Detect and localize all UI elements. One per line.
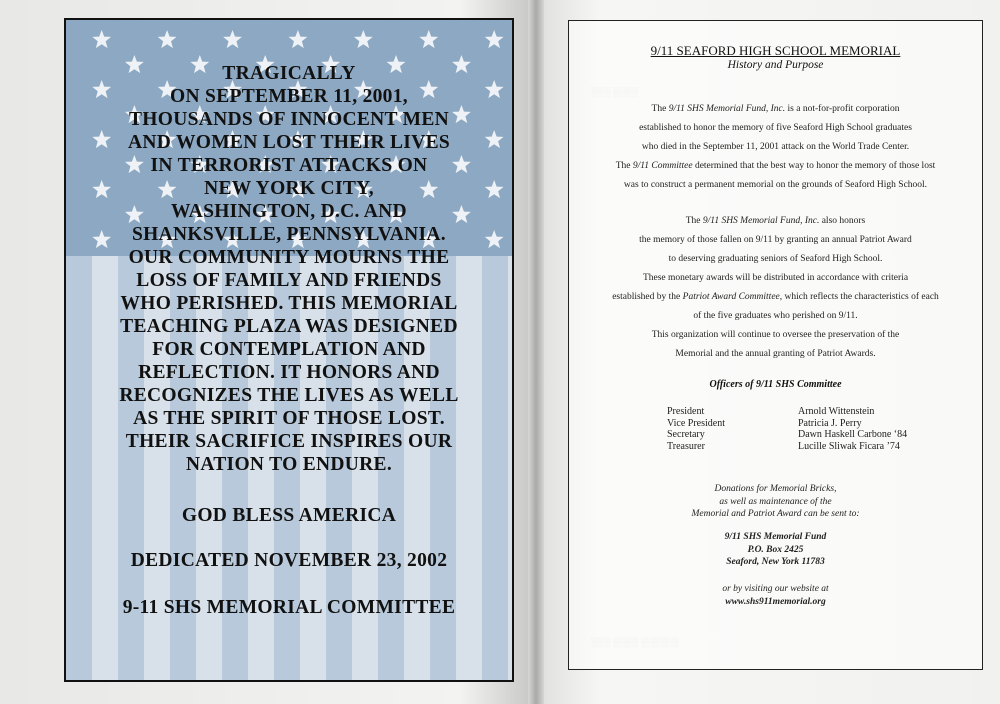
- paragraph-line: These monetary awards will be distributed in accordance with criteria: [642, 273, 909, 283]
- officer-role: Secretary: [667, 429, 705, 440]
- history-paragraph: [569, 100, 982, 195]
- address-line: Seaford, New York 11783: [726, 557, 825, 567]
- address-line: P.O. Box 2425: [747, 544, 804, 555]
- paragraph-line: The 9/11 SHS Memorial Fund, Inc. is a not-for-profit corporation: [651, 104, 900, 114]
- left-page-flag-panel: [64, 18, 514, 682]
- statement-line: AND WOMEN LOST THEIR LIVES: [127, 132, 451, 153]
- flag-star: [419, 30, 438, 48]
- officer-row: [667, 441, 967, 453]
- donation-line: as well as maintenance of the: [719, 496, 832, 507]
- flag-star: [223, 30, 242, 48]
- paragraph-line: established to honor the memory of five Seaford High School graduates: [639, 123, 912, 133]
- paragraph-line: who died in the September 11, 2001 attack on the World Trade Center.: [641, 142, 910, 152]
- god-bless-america: GOD BLESS AMERICA: [181, 505, 397, 526]
- officers-list: [667, 406, 967, 452]
- paragraph-line: The 9/11 Committee determined that the best way to honor the memory of those lost: [615, 161, 936, 171]
- statement-line: REFLECTION. IT HONORS AND: [138, 362, 440, 383]
- mailing-address: [569, 531, 982, 569]
- officer-role: Treasurer: [667, 440, 705, 452]
- flag-star: [485, 30, 504, 48]
- paragraph-line: The 9/11 SHS Memorial Fund, Inc. also honors: [685, 216, 866, 226]
- statement-line: THEIR SACRIFICE INSPIRES OUR: [125, 431, 453, 452]
- statement-line: NATION TO ENDURE.: [185, 454, 393, 475]
- committee-signature: 9-11 SHS MEMORIAL COMMITTEE: [122, 597, 456, 618]
- paragraph-line: established by the Patriot Award Committee, which reflects the characteristics of each: [612, 292, 939, 302]
- statement-line: AS THE SPIRIT OF THOSE LOST.: [133, 408, 445, 429]
- statement-line: RECOGNIZES THE LIVES AS WELL: [119, 385, 459, 406]
- memorial-statement: [66, 62, 512, 619]
- page-gutter: [528, 0, 544, 704]
- statement-line: IN TERRORIST ATTACKS ON: [150, 155, 428, 176]
- memorial-statement-text: [79, 62, 499, 476]
- bleed-through-mark: ░░░ ░░░░: [591, 87, 639, 97]
- statement-line: THOUSANDS OF INNOCENT MEN: [128, 109, 450, 130]
- bleed-through-mark: ░░░ ░░░░ ░░░░░░: [591, 637, 679, 647]
- statement-line: ON SEPTEMBER 11, 2001,: [170, 86, 408, 107]
- statement-line: FOR CONTEMPLATION AND: [152, 339, 426, 360]
- paragraph-line: was to construct a permanent memorial on the grounds of Seaford High School.: [623, 180, 928, 190]
- flag-star: [158, 30, 177, 48]
- paragraph-line: the memory of those fallen on 9/11 by granting an annual Patriot Award: [639, 235, 912, 245]
- statement-line: SHANKSVILLE, PENNSYLVANIA.: [132, 224, 446, 245]
- purpose-paragraph: [569, 212, 982, 364]
- officer-name: Patricia J. Perry: [798, 417, 862, 429]
- statement-line: NEW YORK CITY,: [204, 178, 374, 199]
- paragraph-line: Memorial and the annual granting of Patriot Awards.: [675, 349, 876, 359]
- officer-name: Lucille Sliwak Ficara ’74: [798, 440, 900, 452]
- paragraph-line: to deserving graduating seniors of Seaford High School.: [668, 254, 883, 264]
- donation-line: Donations for Memorial Bricks,: [714, 484, 837, 494]
- statement-line: LOSS OF FAMILY AND FRIENDS: [136, 270, 442, 291]
- page-subtitle: History and Purpose: [727, 59, 824, 71]
- officer-role: President: [667, 406, 705, 417]
- officer-row: [667, 406, 967, 418]
- donations-note: [569, 483, 982, 521]
- flag-star: [92, 30, 111, 48]
- page-title: 9/11 SEAFORD HIGH SCHOOL MEMORIAL: [650, 43, 901, 58]
- paragraph-line: This organization will continue to oversee the preservation of the: [651, 330, 900, 340]
- statement-line: TEACHING PLAZA WAS DESIGNED: [120, 316, 458, 337]
- right-page-frame: [568, 20, 983, 670]
- address-line: 9/11 SHS Memorial Fund: [724, 532, 827, 542]
- flag-star: [354, 30, 373, 48]
- website-link[interactable]: www.shs911memorial.org: [725, 596, 826, 607]
- statement-line: TRAGICALLY: [222, 63, 356, 84]
- officer-name: Dawn Haskell Carbone ‘84: [798, 429, 908, 440]
- officer-row: [667, 418, 967, 430]
- flag-star: [289, 30, 308, 48]
- statement-line: OUR COMMUNITY MOURNS THE: [128, 247, 450, 268]
- website-block: [569, 583, 982, 608]
- dedication-date: DEDICATED NOVEMBER 23, 2002: [130, 550, 448, 571]
- statement-line: WHO PERISHED. THIS MEMORIAL: [120, 293, 458, 314]
- officer-role: Vice President: [667, 417, 725, 429]
- website-intro: or by visiting our website at: [722, 584, 829, 594]
- officer-row: [667, 429, 967, 441]
- officer-name: Arnold Wittenstein: [798, 406, 875, 417]
- paragraph-line: of the five graduates who perished on 9/11.: [693, 311, 858, 321]
- donation-line: Memorial and Patriot Award can be sent to:: [691, 509, 860, 519]
- officers-heading: Officers of 9/11 SHS Committee: [709, 379, 842, 390]
- statement-line: WASHINGTON, D.C. AND: [171, 201, 407, 222]
